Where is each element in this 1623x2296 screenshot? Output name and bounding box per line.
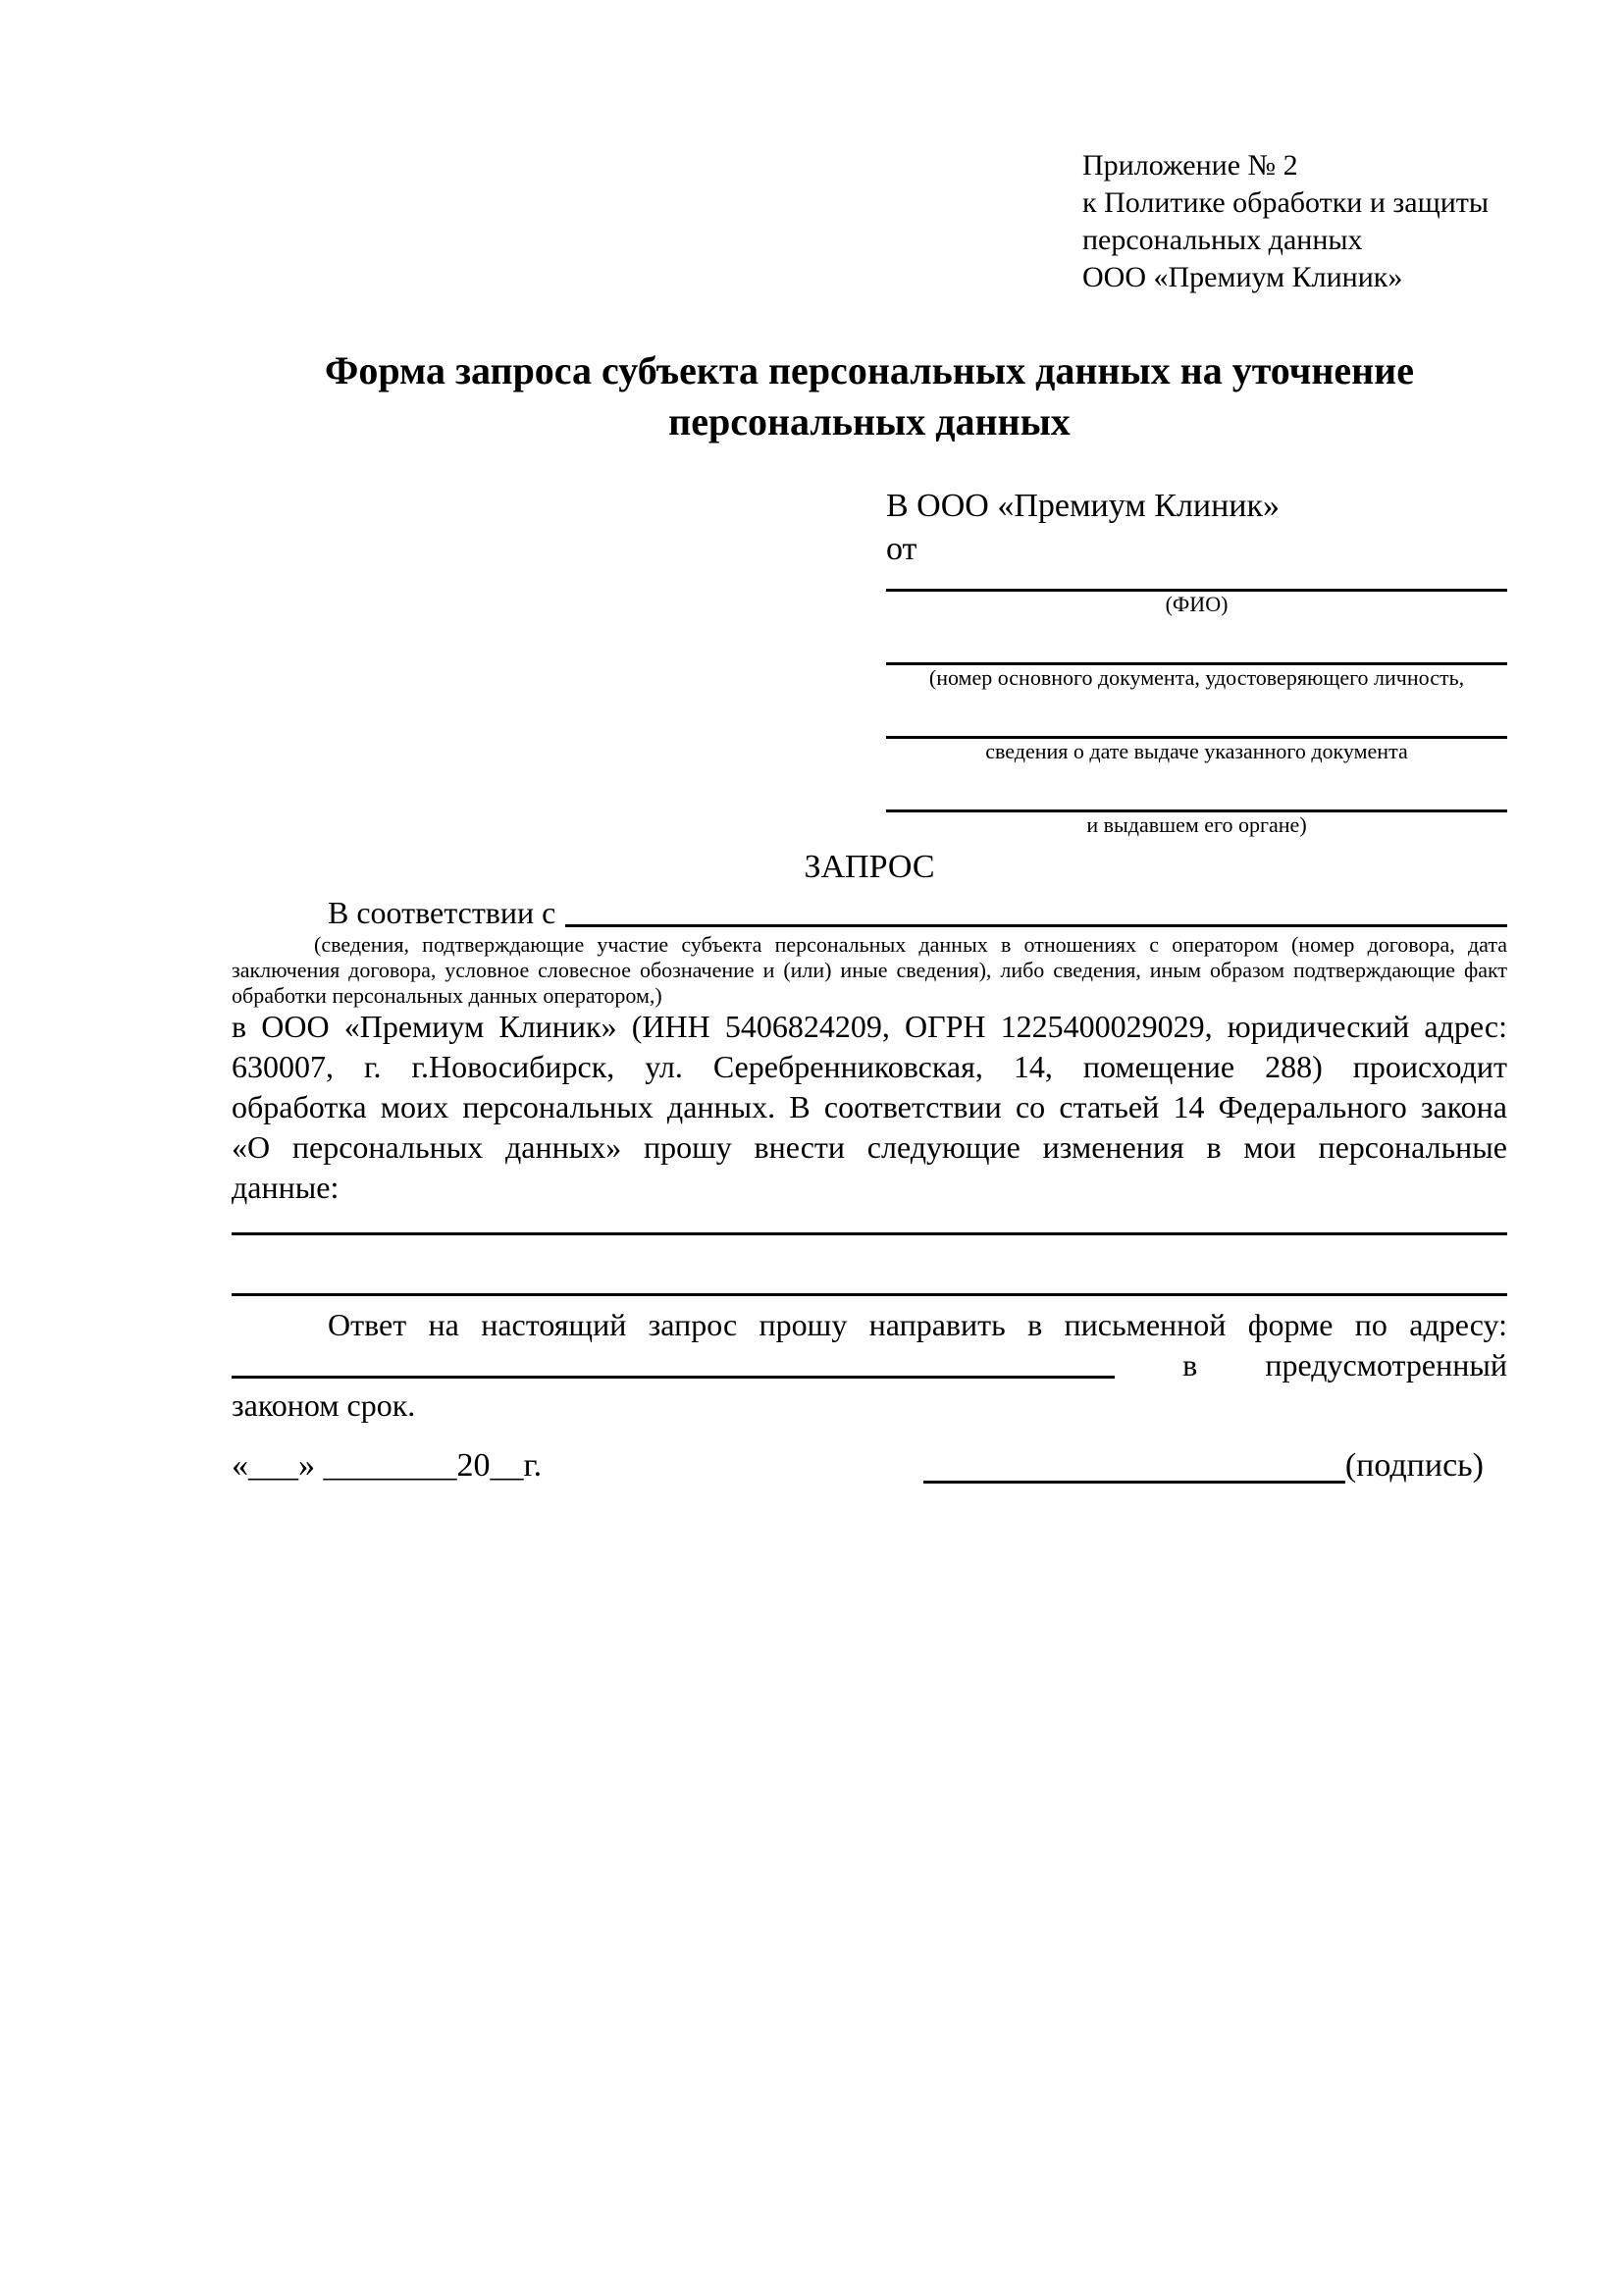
reply-paragraph	[232, 1305, 1507, 1426]
reply-address-row	[232, 1345, 1507, 1385]
issue-date-caption: сведения о дате выдаче указанного документа	[985, 739, 1408, 763]
signature-group	[923, 1444, 1484, 1487]
id-document-caption: (номер основного документа, удостоверяющего личность,	[928, 665, 1465, 690]
form-title-line: персональных данных	[668, 399, 1071, 444]
issue-date-field	[886, 736, 1507, 764]
basis-row	[232, 891, 1507, 934]
from-label: от	[886, 531, 917, 567]
basis-footnote-line: заключения договора, условное словесное обозначение и (или) иные сведения), либо сведения, иным образом подтверждающие факт	[232, 958, 1507, 982]
reply-line: Ответ на настоящий запрос прошу направить в письменной форме по адресу:	[328, 1307, 1507, 1342]
basis-footnote-line: обработки персональных данных оператором,)	[232, 983, 662, 1008]
form-title	[232, 345, 1507, 447]
address-blank-line	[232, 1376, 1115, 1379]
basis-blank-line	[565, 891, 1507, 927]
request-body-line: данные:	[232, 1170, 340, 1205]
date-signature-row	[232, 1444, 1507, 1487]
request-heading: ЗАПРОС	[804, 849, 935, 885]
reply-word: в	[1182, 1347, 1198, 1383]
issuer-field	[886, 809, 1507, 838]
basis-footnote-line: (сведения, подтверждающие участие субъекта персональных данных в отношениях с оператором (номер договора, дата	[314, 932, 1507, 957]
appendix-line: ООО «Премиум Клиник»	[1082, 261, 1403, 293]
signature-blank-line	[923, 1481, 1345, 1484]
appendix-header	[1082, 147, 1489, 296]
signature-caption: (подпись)	[1344, 1447, 1484, 1484]
addressee-org: В ООО «Премиум Клиник»	[886, 488, 1281, 524]
form-title-line: Форма запроса субъекта персональных данных на уточнение	[325, 348, 1414, 392]
issuer-caption: и выдавшем его органе)	[1086, 812, 1307, 837]
request-body-line: в ООО «Премиум Клиник» (ИНН 5406824209, ОГРН 1225400029029, юридический адрес:	[232, 1009, 1507, 1044]
id-document-field	[886, 662, 1507, 691]
changes-blank-line	[232, 1293, 1507, 1296]
reply-line: законом срок.	[232, 1387, 416, 1423]
request-body-line: «О персональных данных» прошу внести следующие изменения в мои персональные	[232, 1129, 1507, 1165]
date-blank: «___» ________20__г.	[232, 1447, 543, 1484]
fio-caption: (ФИО)	[1165, 592, 1229, 616]
basis-label: В соответствии с	[328, 895, 556, 930]
appendix-line: персональных данных	[1082, 224, 1363, 256]
appendix-line: Приложение № 2	[1082, 149, 1298, 182]
changes-blank-line	[232, 1232, 1507, 1235]
request-body-line: 630007, г. г.Новосибирск, ул. Серебренниковская, 14, помещение 288) происходит	[232, 1049, 1507, 1084]
fio-field	[886, 589, 1507, 617]
basis-footnote	[232, 932, 1507, 1009]
reply-word: предусмотренный	[1265, 1347, 1507, 1383]
addressee-block	[886, 485, 1507, 838]
request-body-line: обработка моих персональных данных. В соответствии со статьей 14 Федерального закона	[232, 1089, 1507, 1124]
appendix-line: к Политике обработки и защиты	[1082, 186, 1490, 219]
request-body	[232, 1007, 1507, 1208]
